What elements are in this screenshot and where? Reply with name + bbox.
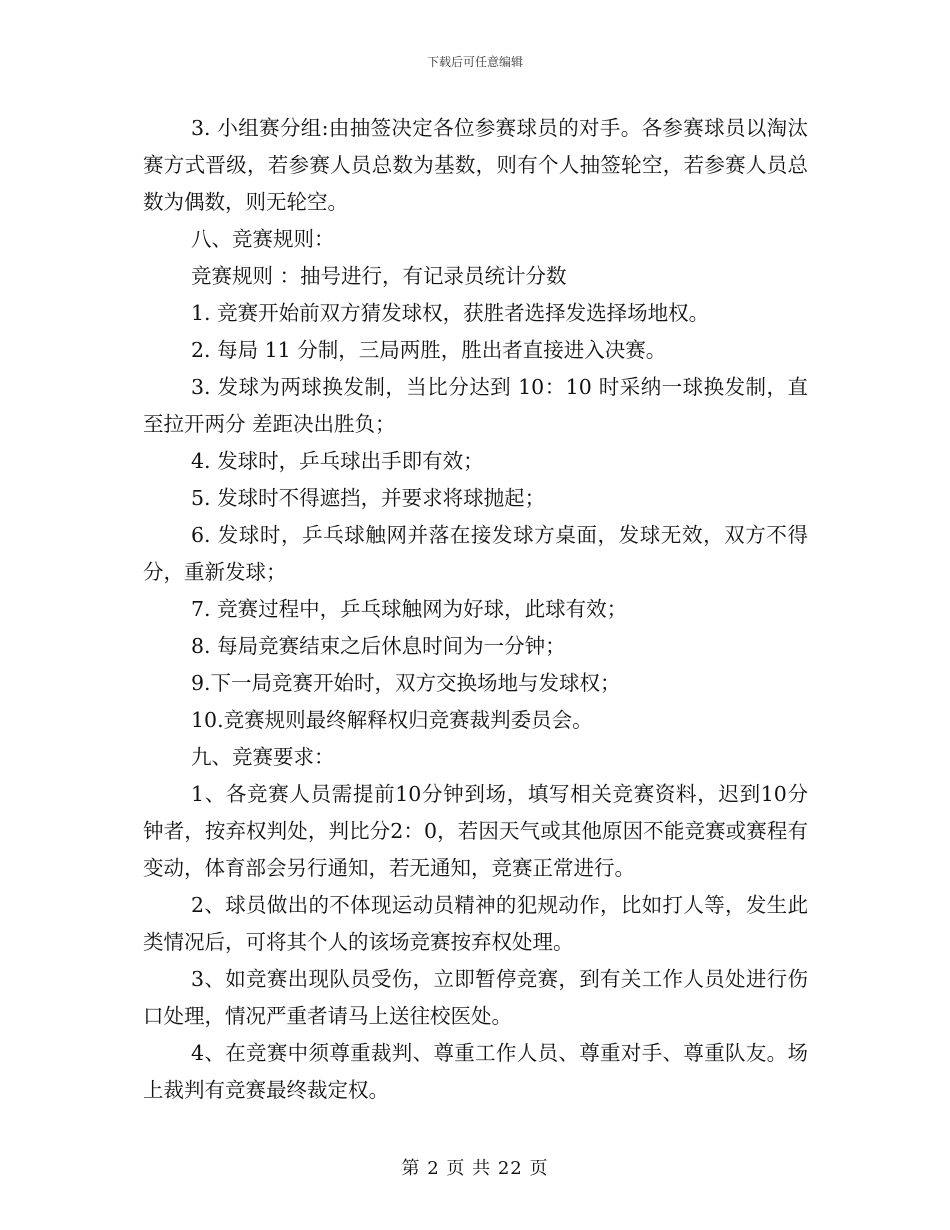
section-heading-requirements: 九、竞赛要求： [191, 745, 335, 769]
page-footer: 第 2 页 共 22 页 [401, 1158, 549, 1179]
document-body [143, 110, 808, 1109]
page-header: 下载后可任意编辑 [426, 55, 523, 69]
paragraph-group-draw: 3. 小组赛分组:由抽签决定各位参赛球员的对手。各参赛球员以淘汰赛方式晋级，若参赛人员总数为基数，则有个人抽签轮空，若参赛人员总数为偶数，则无轮空。 [143, 116, 808, 214]
rule-item-4: 4. 发球时，乒乓球出手即有效； [191, 449, 484, 473]
rule-item-10: 10.竞赛规则最终解释权归竞赛裁判委员会。 [191, 708, 593, 732]
rule-item-2: 2. 每局 11 分制，三局两胜，胜出者直接进入决赛。 [191, 338, 667, 362]
rule-item-1: 1. 竞赛开始前双方猜发球权，获胜者选择发选择场地权。 [191, 301, 710, 325]
requirement-item-4: 4、在竞赛中须尊重裁判、尊重工作人员、尊重对手、尊重队友。场上裁判有竞赛最终裁定权。 [143, 1041, 808, 1102]
section-heading-rules: 八、竞赛规则： [191, 227, 335, 251]
requirement-item-3: 3、如竞赛出现队员受伤，立即暂停竞赛，到有关工作人员处进行伤口处理，情况严重者请马上送往校医处。 [143, 967, 808, 1028]
rule-item-9: 9.下一局竞赛开始时，双方交换场地与发球权； [191, 671, 621, 695]
rule-item-3: 3. 发球为两球换发制，当比分达到 10：10 时采纳一球换发制，直至拉开两分 差距决出胜负； [143, 375, 808, 436]
paragraph-rules-intro: 竞赛规则 ：抽号进行，有记录员统计分数 [191, 264, 567, 288]
requirement-item-1: 1、各竞赛人员需提前10分钟到场，填写相关竞赛资料，迟到10分钟者，按弃权判处，判比分2：0，若因天气或其他原因不能竞赛或赛程有变动，体育部会另行通知，若无通知，竞赛正常进行。 [143, 782, 808, 880]
rule-item-7: 7. 竞赛过程中，乒乓球触网为好球，此球有效； [191, 597, 628, 621]
rule-item-8: 8. 每局竞赛结束之后休息时间为一分钟； [191, 634, 566, 658]
rule-item-6: 6. 发球时，乒乓球触网并落在接发球方桌面，发球无效，双方不得分，重新发球； [143, 523, 808, 584]
rule-item-5: 5. 发球时不得遮挡，并要求将球抛起； [191, 486, 546, 510]
requirement-item-2: 2、球员做出的不体现运动员精神的犯规动作，比如打人等，发生此类情况后，可将其个人的该场竞赛按弃权处理。 [143, 893, 808, 954]
